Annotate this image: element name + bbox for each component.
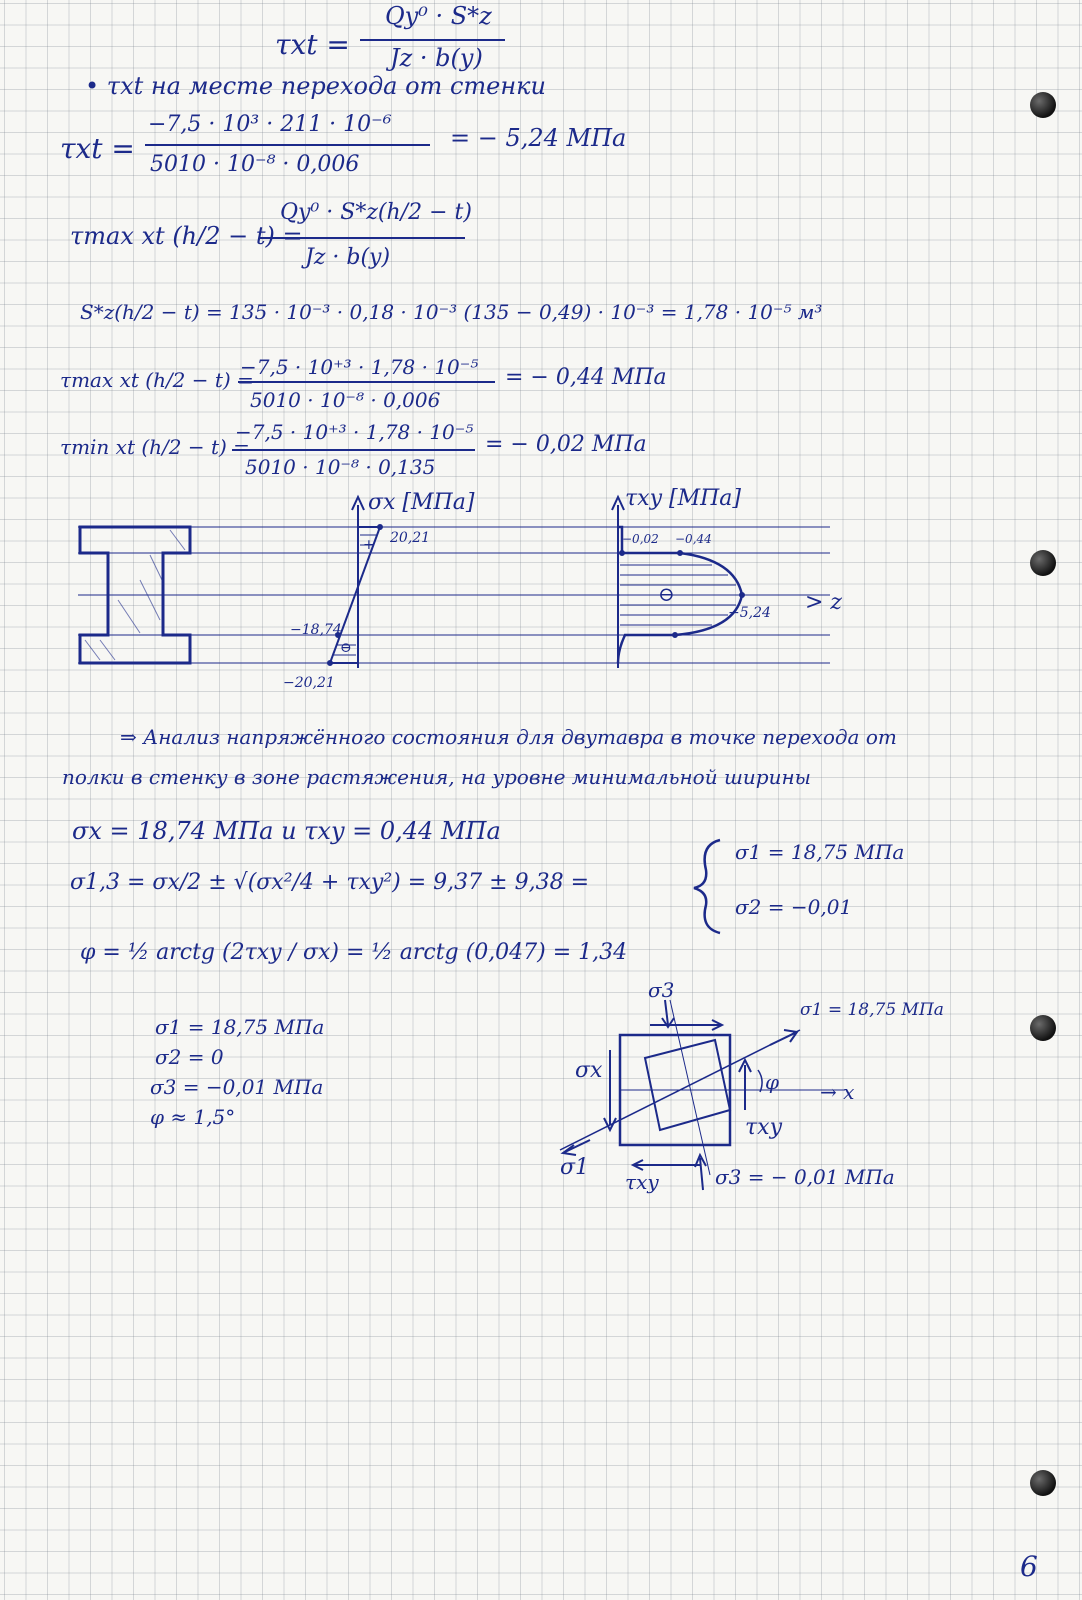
formula-numerator: −7,5 · 10⁺³ · 1,78 · 10⁻⁵ xyxy=(240,355,479,379)
sigma-plus-sign: + xyxy=(363,537,375,553)
sigma3-bottom-label: σ3 = − 0,01 МПа xyxy=(715,1165,895,1189)
formula-denominator: 5010 · 10⁻⁸ · 0,006 xyxy=(150,152,360,177)
analysis-heading-line1: ⇒ Анализ напряжённого состояния для двутавра в точке перехода от xyxy=(120,725,897,749)
formula-numerator: Qy⁰ · S*z(h/2 − t) xyxy=(280,200,472,225)
tau-minus-sign: ⊖ xyxy=(658,582,675,606)
sigma-axis-label: σx [МПа] xyxy=(368,490,475,515)
sigma3-top-label: σ3 xyxy=(648,978,675,1002)
tau-value-c: −5,24 xyxy=(728,605,771,621)
formula-result: = − 5,24 МПа xyxy=(450,124,627,152)
formula-lhs: τmax xt (h/2 − t) = xyxy=(70,222,303,250)
x-axis-label: → x xyxy=(820,1080,855,1104)
principal-stress-formula: σ1,3 = σx/2 ± √(σx²/4 + τxy²) = 9,37 ± 9,38 = xyxy=(70,870,589,895)
summary-sigma1: σ1 = 18,75 МПа xyxy=(155,1015,325,1039)
formula-denominator: Jz · b(y) xyxy=(390,44,483,72)
tau-xy-bottom-label: τxy xyxy=(625,1170,659,1194)
sigma-bottom-value: −20,21 xyxy=(283,675,335,691)
sigma1-bottom-label: σ1 xyxy=(560,1155,590,1180)
tau-value-b: −0,44 xyxy=(675,532,712,546)
summary-sigma2: σ2 = 0 xyxy=(155,1045,224,1069)
summary-phi: φ ≈ 1,5° xyxy=(150,1105,236,1129)
formula-denominator: 5010 · 10⁻⁸ · 0,135 xyxy=(245,455,436,479)
formula-denominator: Jz · b(y) xyxy=(305,245,391,270)
tau-axis-label: τxy [МПа] xyxy=(625,486,741,511)
formula-result: = − 0,44 МПа xyxy=(505,365,667,390)
formula-denominator: 5010 · 10⁻⁸ · 0,006 xyxy=(250,388,441,412)
sigma-top-value: 20,21 xyxy=(390,530,431,546)
sigma-mid-value: −18,74 xyxy=(290,622,342,638)
formula-lhs: τmax xt (h/2 − t) = xyxy=(60,368,254,392)
phi-formula: φ = ½ arctg (2τxy / σx) = ½ arctg (0,047) = 1,34 xyxy=(80,940,628,965)
analysis-heading-line2: полки в стенку в зоне растяжения, на уровне минимальной ширины xyxy=(62,765,811,789)
z-axis-label: > z xyxy=(805,590,843,615)
transition-heading: • τxt на месте перехода от стенки xyxy=(85,72,546,100)
formula-lhs: τxt = xyxy=(60,132,135,165)
s-star-line: S*z(h/2 − t) = 135 · 10⁻³ · 0,18 · 10⁻³ (135 − 0,49) · 10⁻³ = 1,78 · 10⁻⁵ м³ xyxy=(80,300,823,324)
tau-xy-right-label: τxy xyxy=(745,1115,783,1140)
formula-lhs: τxt = xyxy=(275,28,350,61)
rotated-element xyxy=(645,1040,730,1130)
formula-lhs: τmin xt (h/2 − t) = xyxy=(60,435,250,459)
sigma1-result: σ1 = 18,75 МПа xyxy=(735,840,905,864)
tau-value-a: −0,02 xyxy=(622,532,659,546)
formula-numerator: −7,5 · 10³ · 211 · 10⁻⁶ xyxy=(148,112,392,137)
sigma-minus-sign: ⊖ xyxy=(340,640,352,656)
sigma-x-label: σx xyxy=(575,1058,603,1083)
formula-numerator: Qy⁰ · S*z xyxy=(385,2,492,30)
formula-numerator: −7,5 · 10⁺³ · 1,78 · 10⁻⁵ xyxy=(235,420,474,444)
sigma2-result: σ2 = −0,01 xyxy=(735,895,853,919)
summary-sigma3: σ3 = −0,01 МПа xyxy=(150,1075,324,1099)
given-values: σx = 18,74 МПа и τxy = 0,44 МПа xyxy=(72,817,501,845)
sigma1-label: σ1 = 18,75 МПа xyxy=(800,1000,944,1020)
phi-label: φ xyxy=(765,1070,780,1094)
page-number: 6 xyxy=(1020,1550,1038,1583)
formula-result: = − 0,02 МПа xyxy=(485,432,647,457)
